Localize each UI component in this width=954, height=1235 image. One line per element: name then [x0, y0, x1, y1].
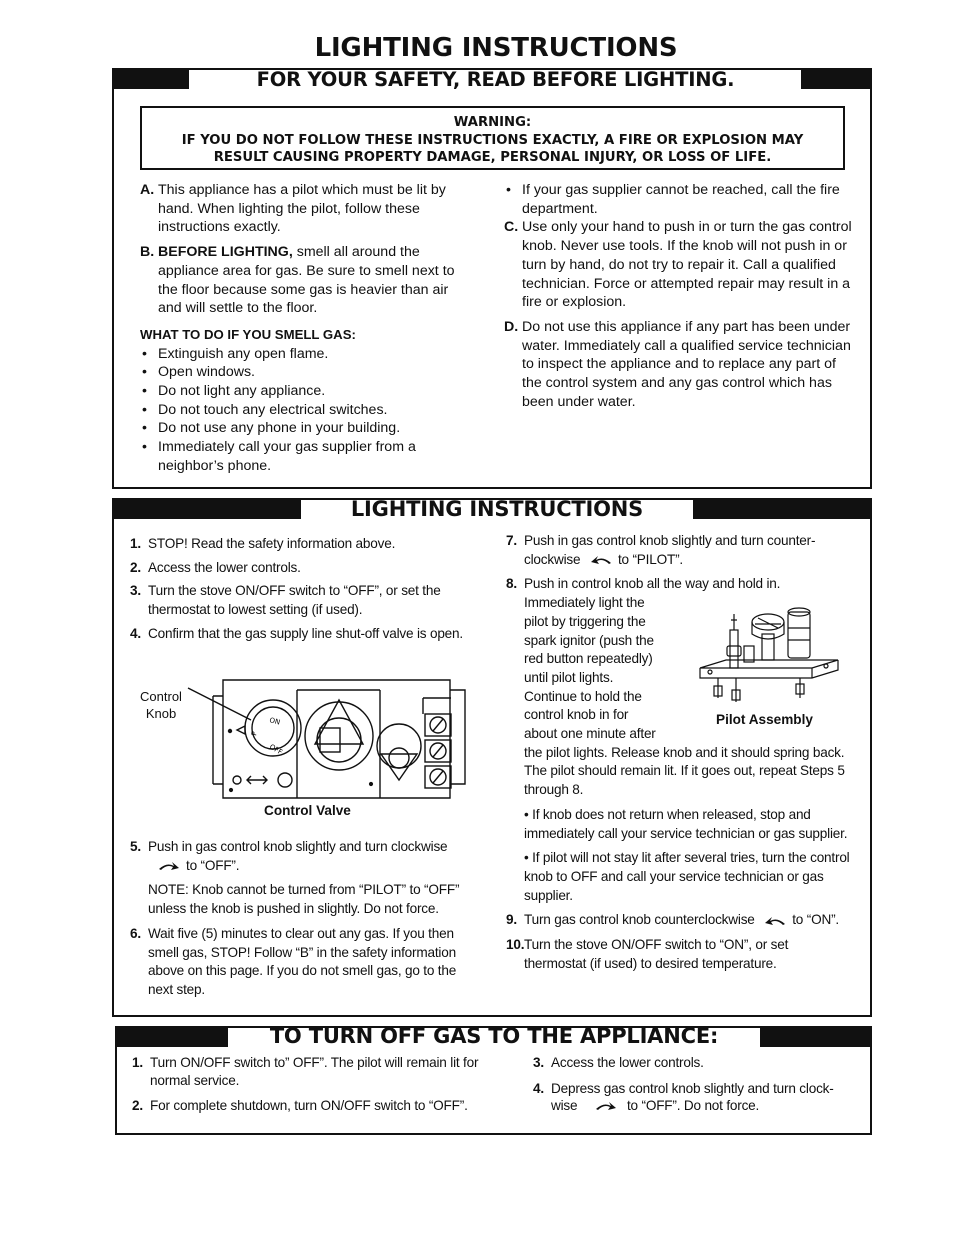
- bullet-1: [506, 806, 852, 843]
- step-number: 3.: [130, 583, 141, 599]
- item-text: This appliance has a pilot which must be lit by hand. When lighting the pilot, follow these instructions exactly.: [158, 182, 446, 236]
- step-number: 1.: [132, 1055, 143, 1070]
- warning-title: WARNING:: [453, 115, 532, 130]
- lighting-steps-left-lower: [130, 838, 480, 1000]
- item-label: C.: [504, 219, 519, 236]
- step-10: [506, 936, 852, 973]
- smell-list-item: • Extinguish any open flame.: [140, 345, 470, 364]
- step-number: 2.: [130, 559, 141, 575]
- step-text: Push in gas control knob slightly and turn clockwise: [148, 839, 448, 854]
- step-2: [130, 559, 490, 578]
- step-8-line: red button repeatedly): [524, 651, 653, 667]
- step-number: 8.: [506, 576, 517, 592]
- step-5: [130, 838, 480, 875]
- step-text: Wait five (5) minutes to clear out any gas. If you then smell gas, STOP! Follow “B” in the safety information above on this page. If you do not smell gas, go to the next step.: [148, 925, 457, 997]
- step-6: [130, 925, 480, 1000]
- step-tail: to “ON”.: [792, 912, 839, 928]
- step-number: 10.: [506, 937, 525, 953]
- step-tail: to “OFF”.: [186, 857, 240, 873]
- step-text: Turn gas control knob counterclockwise: [524, 912, 755, 928]
- bullet-mark: •: [524, 806, 533, 822]
- header-bar-right: [693, 500, 870, 519]
- step-number: 6.: [130, 925, 141, 941]
- smell-list-item: • Do not touch any electrical switches.: [140, 401, 470, 420]
- smell-list-item: • Do not light any appliance.: [140, 382, 470, 401]
- lighting-steps-right: [506, 532, 852, 973]
- page-title: LIGHTING INSTRUCTIONS: [314, 33, 678, 63]
- control-knob-label: Control Knob: [140, 689, 182, 721]
- step-text: Push in control knob all the way and hold in.: [524, 576, 781, 592]
- item-label: B.: [140, 244, 155, 261]
- item-label: A.: [140, 182, 155, 198]
- smell-list-item: • Do not use any phone in your building.: [140, 419, 470, 438]
- safety-item-d: [504, 318, 858, 412]
- lighting-heading: LIGHTING INSTRUCTIONS: [350, 497, 644, 521]
- clockwise-arrow-icon: [158, 861, 180, 871]
- smell-list-item: • Open windows.: [140, 363, 470, 382]
- step-number: 4.: [130, 625, 141, 641]
- step-8-line: control knob in for: [524, 707, 629, 723]
- safety-item-a: [140, 181, 470, 237]
- turnoff-left: [132, 1054, 500, 1115]
- item-label: D.: [504, 318, 519, 335]
- step-8: [506, 575, 852, 594]
- control-valve-caption: Control Valve: [264, 803, 351, 818]
- smell-list: [140, 345, 470, 476]
- item-text: Do not use this appliance if any part has been under water. Immediately call a qualified service technician to inspect the appliance and to replace any part of the control system and any gas control which has been under water.: [522, 318, 851, 410]
- supplier-list: [504, 181, 858, 218]
- turnoff-step-3: [533, 1054, 853, 1072]
- step-number: 2.: [132, 1098, 143, 1113]
- step-3: [130, 582, 490, 619]
- step-text: Turn the stove ON/OFF switch to “ON”, or set thermostat (if used) to desired temperature.: [524, 937, 789, 971]
- warning-line-2: RESULT CAUSING PROPERTY DAMAGE, PERSONAL INJURY, OR LOSS OF LIFE.: [213, 150, 772, 165]
- safety-heading: FOR YOUR SAFETY, READ BEFORE LIGHTING.: [256, 68, 735, 91]
- step-text: Access the lower controls.: [148, 559, 301, 575]
- pilot-assembly-caption: Pilot Assembly: [716, 712, 813, 727]
- header-bar-right: [760, 1028, 870, 1047]
- header-bar-left: [117, 1028, 228, 1047]
- clockwise-arrow-icon: [595, 1101, 617, 1111]
- step-9: [506, 911, 852, 930]
- header-bar-right: [801, 70, 870, 89]
- counterclockwise-arrow-icon: [590, 555, 612, 565]
- step-text: Turn ON/OFF switch to” OFF”. The pilot will remain lit for normal service.: [150, 1055, 479, 1088]
- bullet-text: If knob does not return when released, stop and immediately call your service technician or gas supplier.: [524, 806, 848, 841]
- step-text: Depress gas control knob slightly and turn clock-wise: [551, 1080, 834, 1113]
- safety-item-b: [140, 243, 470, 318]
- smell-list-item: • Immediately call your gas supplier from a neighbor’s phone.: [140, 438, 470, 475]
- control-valve-diagram: [185, 676, 470, 804]
- item-text: smell all around the appliance area for gas. Be sure to smell next to the floor because some gas is heavier than air and will settle to the floor.: [158, 244, 455, 317]
- item-text: Use only your hand to push in or turn the gas control knob. Never use tools. If the knob will not push in or turn by hand, do not try to repair it. Call a qualified technician. Force or attempted repair may result in a fire or explosion.: [522, 219, 852, 311]
- step-7: [506, 532, 852, 569]
- step-text: Turn the stove ON/OFF switch to “OFF”, or set the thermostat to lowest setting (if used).: [148, 583, 441, 618]
- step-tail: to “OFF”. Do not force.: [626, 1098, 760, 1113]
- turnoff-step-1: [132, 1054, 500, 1089]
- step-8-line: pilot by triggering the: [524, 613, 646, 629]
- step-text: Confirm that the gas supply line shut-off valve is open.: [148, 625, 463, 641]
- turnoff-heading: TO TURN OFF GAS TO THE APPLIANCE:: [269, 1024, 719, 1048]
- pilot-assembly-diagram: [692, 606, 850, 710]
- step-8-line: until pilot lights.: [524, 669, 614, 685]
- smell-heading: WHAT TO DO IF YOU SMELL GAS:: [140, 326, 356, 342]
- step-1: [130, 535, 490, 554]
- knob-off-text: OFF: [268, 742, 284, 757]
- header-bar-left: [114, 70, 189, 89]
- bullet-mark: •: [524, 850, 533, 866]
- header-bar-left: [114, 500, 301, 519]
- safety-right-column: [504, 181, 858, 411]
- counterclockwise-arrow-icon: [764, 916, 786, 926]
- step-note: NOTE: Knob cannot be turned from “PILOT” to “OFF” unless the knob is pushed in slightly. Do not force.: [148, 882, 460, 917]
- turnoff-step-4: [533, 1080, 853, 1115]
- step-number: 9.: [506, 912, 517, 928]
- item-bold: BEFORE LIGHTING,: [158, 244, 293, 261]
- step-8-rest: the pilot lights. Release knob and it should spring back. The pilot should remain lit. If it goes out, repeat Steps 5 through 8.: [524, 744, 845, 798]
- safety-item-c: [504, 218, 858, 312]
- step-text: Push in gas control knob slightly and turn counter-clockwise: [524, 533, 816, 567]
- list-item: • If your gas supplier cannot be reached, call the fire department.: [504, 181, 858, 218]
- step-number: 3.: [533, 1055, 544, 1070]
- knob-p-text: P: [250, 730, 259, 737]
- knob-on-text: ON: [268, 716, 281, 727]
- step-8-line: about one minute after: [524, 726, 656, 742]
- warning-box: [140, 106, 845, 170]
- bullet-2: [506, 849, 852, 905]
- step-8-line: spark ignitor (push the: [524, 632, 654, 648]
- step-text: STOP! Read the safety information above.: [148, 536, 396, 551]
- step-number: 7.: [506, 533, 517, 548]
- step-8-line: Immediately light the: [524, 595, 645, 611]
- bullet-text: If pilot will not stay lit after several tries, turn the control knob to OFF and call your service technician or gas supplier.: [524, 850, 850, 903]
- turnoff-right: [533, 1054, 853, 1115]
- step-tail: to “PILOT”.: [617, 551, 683, 567]
- step-number: 4.: [533, 1080, 544, 1096]
- safety-left-column: [140, 181, 470, 476]
- step-number: 5.: [130, 839, 141, 854]
- step-text: For complete shutdown, turn ON/OFF switch to “OFF”.: [150, 1098, 468, 1113]
- step-text: Access the lower controls.: [551, 1055, 704, 1070]
- warning-line-1: IF YOU DO NOT FOLLOW THESE INSTRUCTIONS EXACTLY, A FIRE OR EXPLOSION MAY: [181, 132, 804, 148]
- turnoff-step-2: [132, 1097, 500, 1115]
- step-8-line: Continue to hold the: [524, 688, 642, 704]
- lighting-steps-left: [130, 535, 490, 649]
- step-4: [130, 625, 490, 644]
- step-number: 1.: [130, 536, 141, 551]
